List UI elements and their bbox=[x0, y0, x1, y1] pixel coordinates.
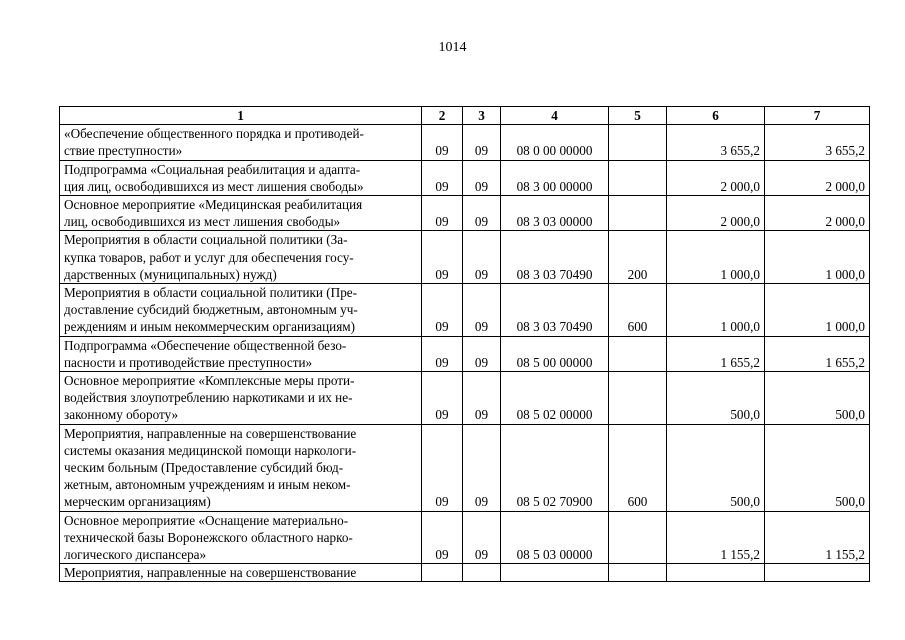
row-name-cell: Основное мероприятие «Медицинская реабилитация лиц, освободившихся из мест лишения свободы» bbox=[60, 196, 422, 231]
amount-cell: 1 155,2 bbox=[667, 511, 765, 564]
section-code-cell: 09 bbox=[422, 231, 463, 284]
target-article-cell: 08 3 03 70490 bbox=[501, 231, 609, 284]
budget-table bbox=[59, 106, 870, 582]
expense-type-cell: 200 bbox=[609, 231, 667, 284]
amount-total-cell: 500,0 bbox=[765, 372, 870, 425]
section-code-cell: 09 bbox=[422, 511, 463, 564]
expense-type-cell: 600 bbox=[609, 284, 667, 337]
subsection-code-cell: 09 bbox=[463, 336, 501, 371]
row-name-cell: «Обеспечение общественного порядка и противодей- ствие преступности» bbox=[60, 125, 422, 160]
table-row bbox=[60, 511, 870, 564]
target-article-cell: 08 3 00 00000 bbox=[501, 160, 609, 195]
amount-cell: 500,0 bbox=[667, 424, 765, 511]
header-col-1: 1 bbox=[60, 107, 422, 125]
header-col-6: 6 bbox=[667, 107, 765, 125]
expense-type-cell bbox=[609, 125, 667, 160]
row-name-cell: Подпрограмма «Социальная реабилитация и адапта- ция лиц, освободившихся из мест лишения свободы» bbox=[60, 160, 422, 195]
row-name-cell: Мероприятия в области социальной политики (Пре- доставление субсидий бюджетным, автономным уч- реждениям и иным некоммерческим организациям) bbox=[60, 284, 422, 337]
section-code-cell: 09 bbox=[422, 125, 463, 160]
amount-total-cell: 2 000,0 bbox=[765, 196, 870, 231]
subsection-code-cell: 09 bbox=[463, 196, 501, 231]
table-row bbox=[60, 284, 870, 337]
table-row bbox=[60, 196, 870, 231]
amount-total-cell: 3 655,2 bbox=[765, 125, 870, 160]
amount-total-cell bbox=[765, 564, 870, 582]
table-row bbox=[60, 424, 870, 511]
table-row bbox=[60, 125, 870, 160]
section-code-cell: 09 bbox=[422, 424, 463, 511]
section-code-cell: 09 bbox=[422, 196, 463, 231]
subsection-code-cell: 09 bbox=[463, 511, 501, 564]
subsection-code-cell: 09 bbox=[463, 372, 501, 425]
target-article-cell: 08 3 03 00000 bbox=[501, 196, 609, 231]
subsection-code-cell: 09 bbox=[463, 231, 501, 284]
amount-cell: 3 655,2 bbox=[667, 125, 765, 160]
amount-cell: 1 655,2 bbox=[667, 336, 765, 371]
target-article-cell bbox=[501, 564, 609, 582]
subsection-code-cell: 09 bbox=[463, 424, 501, 511]
amount-total-cell: 1 155,2 bbox=[765, 511, 870, 564]
table-row bbox=[60, 336, 870, 371]
expense-type-cell bbox=[609, 372, 667, 425]
table-row bbox=[60, 160, 870, 195]
table-row bbox=[60, 372, 870, 425]
header-col-3: 3 bbox=[463, 107, 501, 125]
row-name-cell: Мероприятия, направленные на совершенствование системы оказания медицинской помощи наркологи- ческим больным (Предоставление субсидий бюд- жетным, автономным учреждениям и иным неком- мерческим организациям) bbox=[60, 424, 422, 511]
subsection-code-cell: 09 bbox=[463, 284, 501, 337]
section-code-cell bbox=[422, 564, 463, 582]
row-name-cell: Мероприятия в области социальной политики (За- купка товаров, работ и услуг для обеспечения госу- дарственных (муниципальных) нужд) bbox=[60, 231, 422, 284]
expense-type-cell bbox=[609, 196, 667, 231]
table-row bbox=[60, 231, 870, 284]
row-name-cell: Основное мероприятие «Оснащение материально- технической базы Воронежского областного нарко- логического диспансера» bbox=[60, 511, 422, 564]
row-name-cell: Основное мероприятие «Комплексные меры проти- водействия злоупотреблению наркотиками и их не- законному обороту» bbox=[60, 372, 422, 425]
table-body bbox=[60, 125, 870, 582]
header-col-5: 5 bbox=[609, 107, 667, 125]
amount-cell: 1 000,0 bbox=[667, 231, 765, 284]
header-col-4: 4 bbox=[501, 107, 609, 125]
expense-type-cell bbox=[609, 564, 667, 582]
header-col-2: 2 bbox=[422, 107, 463, 125]
amount-cell: 2 000,0 bbox=[667, 196, 765, 231]
section-code-cell: 09 bbox=[422, 336, 463, 371]
subsection-code-cell: 09 bbox=[463, 125, 501, 160]
amount-total-cell: 1 655,2 bbox=[765, 336, 870, 371]
section-code-cell: 09 bbox=[422, 284, 463, 337]
target-article-cell: 08 3 03 70490 bbox=[501, 284, 609, 337]
expense-type-cell bbox=[609, 511, 667, 564]
page-number: 1014 bbox=[438, 40, 467, 55]
amount-cell: 500,0 bbox=[667, 372, 765, 425]
header-col-7: 7 bbox=[765, 107, 870, 125]
table-row bbox=[60, 564, 870, 582]
row-name-cell: Мероприятия, направленные на совершенствование bbox=[60, 564, 422, 582]
amount-total-cell: 1 000,0 bbox=[765, 284, 870, 337]
subsection-code-cell: 09 bbox=[463, 160, 501, 195]
target-article-cell: 08 5 02 70900 bbox=[501, 424, 609, 511]
header-row bbox=[60, 107, 870, 125]
amount-cell: 1 000,0 bbox=[667, 284, 765, 337]
section-code-cell: 09 bbox=[422, 160, 463, 195]
expense-type-cell bbox=[609, 160, 667, 195]
expense-type-cell bbox=[609, 336, 667, 371]
expense-type-cell: 600 bbox=[609, 424, 667, 511]
amount-total-cell: 500,0 bbox=[765, 424, 870, 511]
amount-total-cell: 1 000,0 bbox=[765, 231, 870, 284]
section-code-cell: 09 bbox=[422, 372, 463, 425]
target-article-cell: 08 5 03 00000 bbox=[501, 511, 609, 564]
target-article-cell: 08 5 02 00000 bbox=[501, 372, 609, 425]
target-article-cell: 08 0 00 00000 bbox=[501, 125, 609, 160]
amount-cell bbox=[667, 564, 765, 582]
amount-total-cell: 2 000,0 bbox=[765, 160, 870, 195]
row-name-cell: Подпрограмма «Обеспечение общественной безо- пасности и противодействие преступности» bbox=[60, 336, 422, 371]
amount-cell: 2 000,0 bbox=[667, 160, 765, 195]
target-article-cell: 08 5 00 00000 bbox=[501, 336, 609, 371]
subsection-code-cell bbox=[463, 564, 501, 582]
